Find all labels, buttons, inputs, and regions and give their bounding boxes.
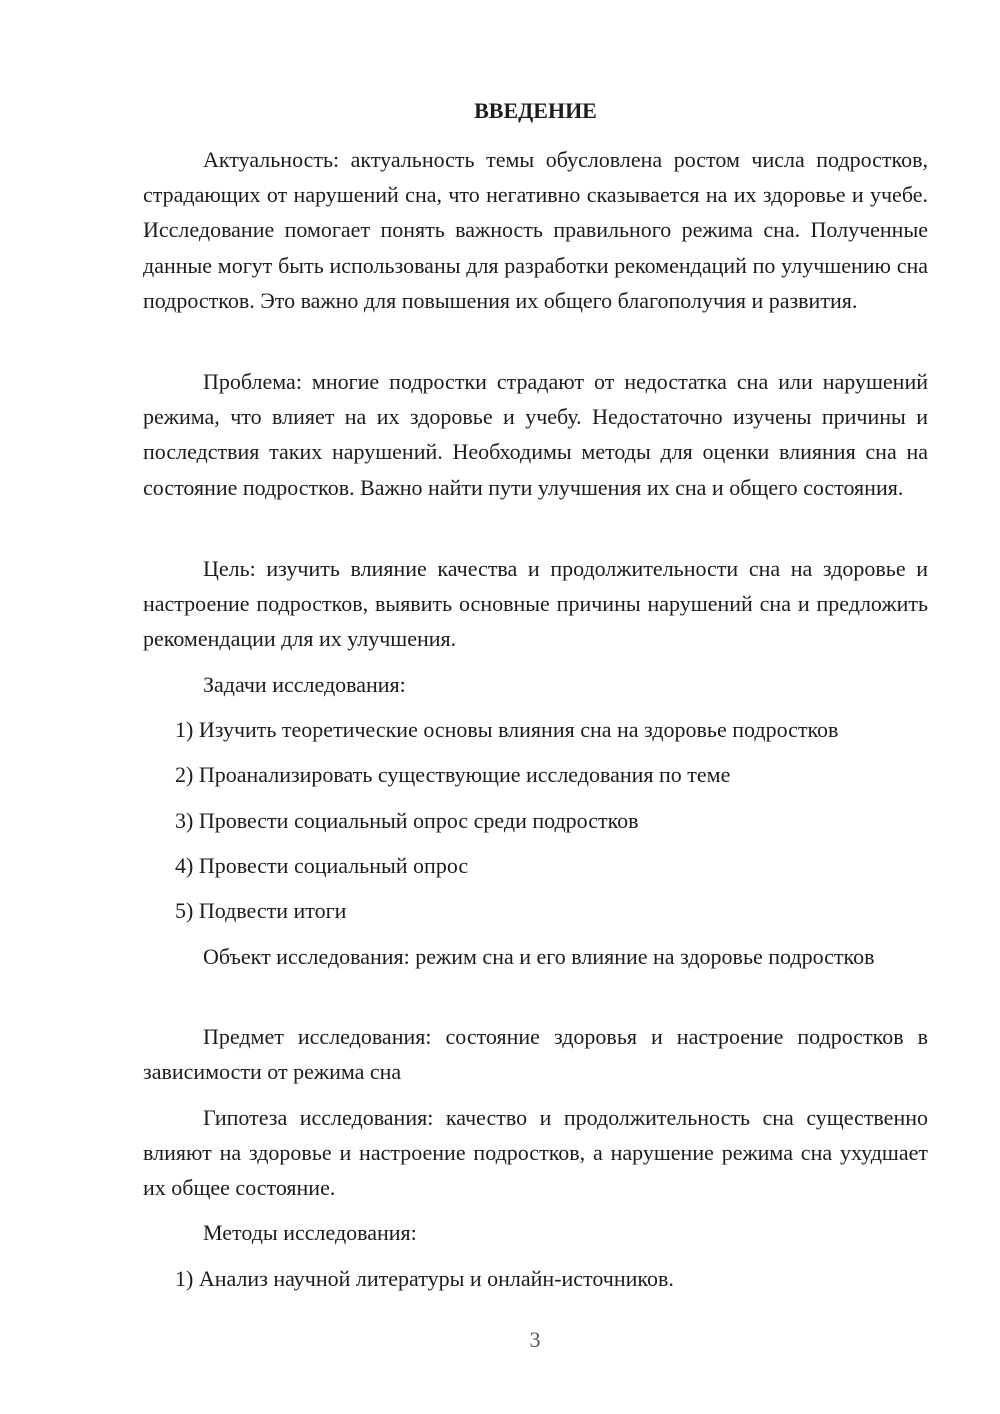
- paragraph-subject: Предмет исследования: состояние здоровья и настроение подростков в зависимости от режима сна: [143, 1024, 928, 1085]
- page-number: 3: [529, 1327, 541, 1352]
- paragraph-relevance: Актуальность: актуальность темы обусловлена ростом числа подростков, страдающих от нарушений сна, что негативно сказывается на их здоровье и учебе. Исследование помогает понять важность правильного режима сна. Полученные данные могут быть использованы для разработки рекомендаций по улучшению сна подростков. Это важно для повышения их общего благополучия и развития.: [143, 147, 928, 313]
- paragraph-methods-heading: Методы исследования:: [203, 1220, 417, 1245]
- paragraph-hypothesis: Гипотеза исследования: качество и продолжительность сна существенно влияют на здоровье и настроение подростков, а нарушение режима сна ухудшает их общее состояние.: [143, 1105, 928, 1201]
- page-title: ВВЕДЕНИЕ: [474, 98, 597, 123]
- paragraph-tasks-heading: Задачи исследования:: [203, 672, 406, 697]
- task-list-item: 5) Подвести итоги: [175, 898, 347, 923]
- paragraph-problem: Проблема: многие подростки страдают от недостатка сна или нарушений режима, что влияет на их здоровье и учебу. Недостаточно изучены причины и последствия таких нарушений. Необходимы методы для оценки влияния сна на состояние подростков. Важно найти пути улучшения их сна и общего состояния.: [143, 369, 928, 500]
- task-list-item: 4) Провести социальный опрос: [175, 853, 469, 878]
- task-list-item: 1) Изучить теоретические основы влияния сна на здоровье подростков: [175, 717, 839, 742]
- paragraph-goal: Цель: изучить влияние качества и продолжительности сна на здоровье и настроение подростков, выявить основные причины нарушений сна и предложить рекомендации для их улучшения.: [143, 556, 928, 652]
- task-list-item: 2) Проанализировать существующие исследования по теме: [175, 762, 731, 787]
- method-list-item: 1) Анализ научной литературы и онлайн-источников.: [175, 1266, 674, 1291]
- paragraph-object: Объект исследования: режим сна и его влияние на здоровье подростков: [203, 944, 875, 969]
- task-list-item: 3) Провести социальный опрос среди подростков: [175, 808, 639, 833]
